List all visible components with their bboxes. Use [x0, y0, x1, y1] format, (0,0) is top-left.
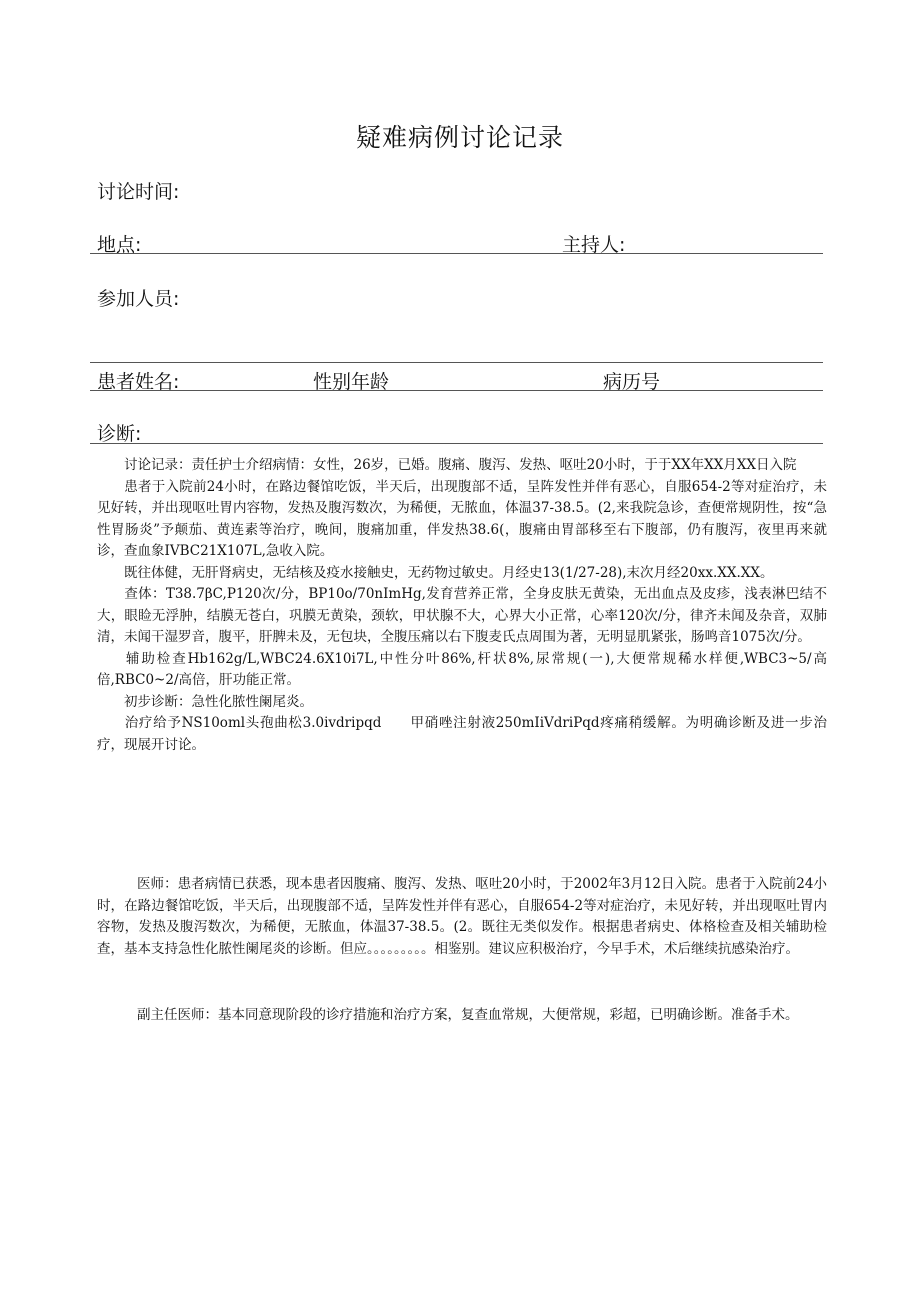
discussion-time-label: 讨论时间: [97, 181, 180, 203]
host-label: 主持人: [562, 234, 626, 256]
physician-opinion: 医师：患者病情已获悉，现本患者因腹痛、腹泻、发热、呕吐20小时，于2002年3月12日入院。患者于入院前24小时，在路边餐馆吃饭，半天后，出现腹部不适，呈阵发性并伴有恶心，自服654-2等对症治疗，未见好转，并出现呕吐胃内容物，发热及腹泻数次，为稀便，无脓血，体温37-38.5。(2。既往无类似发作。根据患者病史、体格检查及相关辅助检查，基本支持急性化脓性阑尾炎的诊断。但应。。。。。。。。。相鉴别。建议应积极治疗，今早手术，术后继续抗感染治疗。 [97, 876, 827, 957]
record-paragraph-history: 患者于入院前24小时，在路边餐馆吃饭，半天后，出现腹部不适，呈阵发性并伴有恶心，自服654-2等对症治疗，未见好转，并出现呕吐胃内容物，发热及腹泻数次，为稀便，无脓血，体温37-38.5。(2,来我院急诊，查便常规阴性，按“急性胃肠炎”予颠茄、黄连素等治疗，晚间，腹痛加重，伴发热38.6(，腹痛由胃部移至右下腹部，仍有腹泻，夜里再来就诊，查血象IVBC21X107L,急收入院。 [97, 478, 827, 559]
patient-row-bottom-divider [90, 390, 823, 391]
record-paragraph-initial-diagnosis: 初步诊断：急性化脓性阑尾炎。 [124, 693, 313, 710]
diagnosis-divider [90, 443, 823, 444]
patient-name-label: 患者姓名: [97, 371, 180, 393]
record-paragraph-auxiliary-exam: 辅助检查Hb162g/L,WBC24.6X10i7L,中性分叶86%,杆状8%,尿常规(一),大便常规稀水样便,WBC3~5/高倍,RBC0~2/高倍，肝功能正常。 [97, 650, 827, 688]
location-label: 地点: [97, 234, 142, 256]
record-number-label: 病历号 [603, 371, 661, 393]
diagnosis-label: 诊断: [97, 423, 142, 445]
document-title: 疑难病例讨论记录 [355, 123, 564, 152]
record-paragraph-physical-exam: 查体：T38.7βC,P120次/分，BP10o/70nImHg,发育营养正常，全身皮肤无黄染，无出血点及皮疹，浅表淋巴结不大，眼睑无浮肿，结膜无苍白，巩膜无黄染，颈软，甲状腺不大，心界大小正常，心率120次/分，律齐未闻及杂音，双肺清，未闻干湿罗音，腹平，肝脾未及，无包块，全腹压痛以右下腹麦氏点周围为著，无明显肌紧张，肠鸣音1075次/分。 [97, 586, 827, 645]
gender-age-label: 性别年龄 [313, 371, 390, 393]
discussion-record [97, 455, 827, 756]
participants-label: 参加人员: [97, 288, 180, 310]
patient-row-top-divider [90, 362, 823, 363]
record-paragraph-past-history: 既往体健，无肝肾病史，无结核及疫水接触史，无药物过敏史。月经史13(1/27-28),末次月经20xx.XX.XX。 [124, 564, 774, 581]
deputy-chief-opinion: 副主任医师：基本同意现阶段的诊疗措施和治疗方案，复查血常规，大便常规，彩超，已明确诊断。准备手术。 [137, 1007, 799, 1023]
record-paragraph-treatment: 治疗给予NS10oml头孢曲松3.0ivdripqd 甲硝唑注射液250mIiVdriPqd疼痛稍缓解。为明确诊断及进一步治疗，现展开讨论。 [97, 715, 827, 753]
location-divider [90, 253, 823, 254]
record-paragraph-intro: 讨论记录：责任护士介绍病情：女性，26岁，已婚。腹痛、腹泻、发热、呕吐20小时，于于XX年XX月XX日入院 [124, 457, 797, 473]
